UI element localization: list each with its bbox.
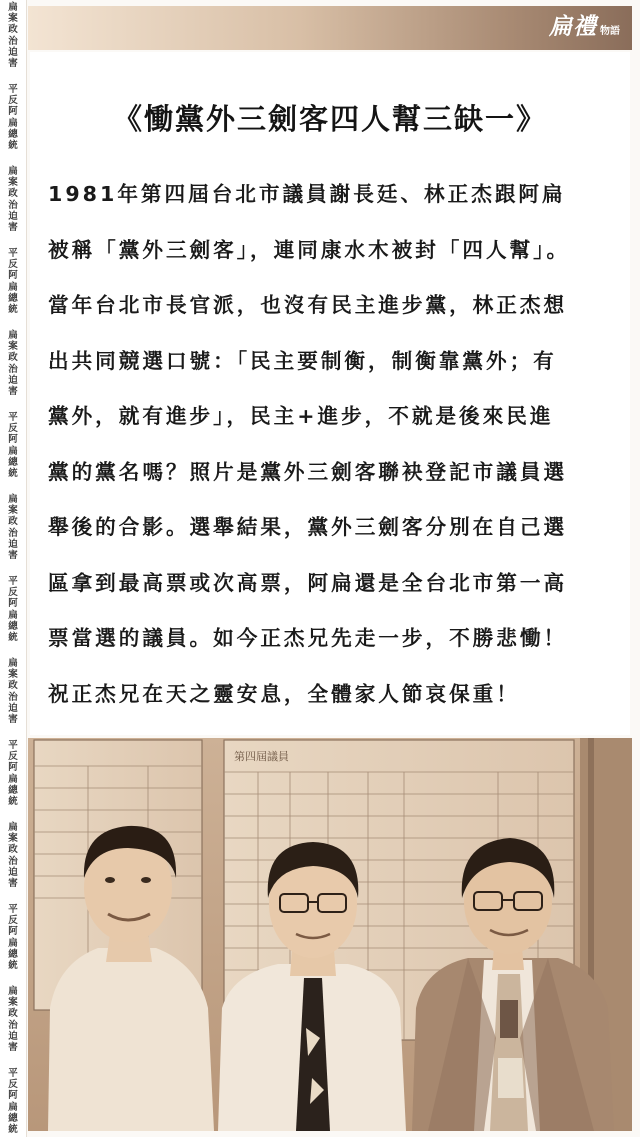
side-slogan-block: 平 反 阿 扁 總 統 (8, 904, 18, 972)
side-slogan-block: 平 反 阿 扁 總 統 (8, 740, 18, 808)
brand-logo-subtitle: 物語 (600, 26, 620, 37)
photo-illustration (28, 738, 632, 1131)
post-title: 《慟黨外三劍客四人幫三缺一》 (112, 102, 547, 136)
historic-group-photo (28, 738, 632, 1131)
side-slogan-block: 扁 案 政 治 迫 害 (8, 330, 18, 398)
side-slogan-block: 扁 案 政 治 迫 害 (8, 658, 18, 726)
body-line: 被稱「黨外三劍客」，連同康水木被封「四人幫」。 (48, 237, 571, 262)
brand-logo (549, 14, 620, 40)
side-slogan-block: 平 反 阿 扁 總 統 (8, 1068, 18, 1136)
body-line: 票當選的議員。如今正杰兄先走一步，不勝悲慟！ (48, 626, 568, 650)
text-card (30, 52, 630, 735)
body-line: 祝正杰兄在天之靈安息，全體家人節哀保重！ (48, 681, 520, 706)
side-slogan-block: 扁 案 政 治 迫 害 (8, 2, 18, 70)
side-slogan-block: 平 反 阿 扁 總 統 (8, 412, 18, 480)
side-slogan-block: 平 反 阿 扁 總 統 (8, 248, 18, 316)
body-line: 黨外，就有進步」，民主+進步，不就是後來民進 (48, 404, 554, 428)
brand-logo-script: 扁禮 (549, 13, 597, 40)
side-slogan-block: 扁 案 政 治 迫 害 (8, 494, 18, 562)
body-line: 當年台北市長官派，也沒有民主進步黨，林正杰想 (48, 293, 568, 317)
side-slogan-block: 平 反 阿 扁 總 統 (8, 576, 18, 644)
side-slogan-strip (0, 0, 27, 1137)
photo-board-heading: 第四屆議員 (234, 750, 289, 763)
side-slogan-block: 平 反 阿 扁 總 統 (8, 84, 18, 152)
body-line: 黨的黨名嗎？照片是黨外三劍客聯袂登記市議員選 (48, 459, 568, 484)
header-bar (28, 6, 632, 50)
side-slogan-block: 扁 案 政 治 迫 害 (8, 822, 18, 890)
body-line: 舉後的合影。選舉結果，黨外三劍客分別在自己選 (48, 515, 568, 539)
side-slogan-block: 扁 案 政 治 迫 害 (8, 166, 18, 234)
body-line: 出共同競選口號：「民主要制衡，制衡靠黨外；有 (48, 348, 557, 373)
body-line: 區拿到最高票或次高票，阿扁還是全台北市第一高 (48, 570, 568, 595)
body-line: 1981年第四屆台北市議員謝長廷、林正杰跟阿扁 (48, 182, 566, 206)
post-body (48, 182, 618, 737)
side-slogan-block: 扁 案 政 治 迫 害 (8, 986, 18, 1054)
